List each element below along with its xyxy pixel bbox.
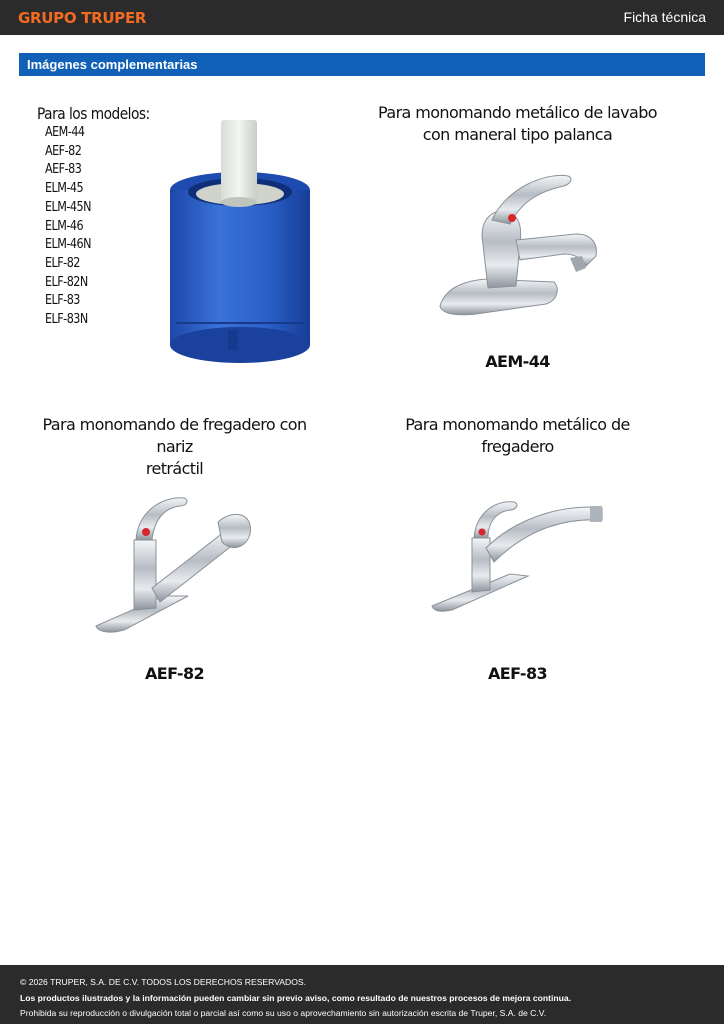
footer-notice: Los productos ilustrados y la información pueden cambiar sin previo aviso, como resultado de nuestros procesos de mejora continua. <box>20 992 572 1003</box>
models-heading: Para los modelos: <box>37 104 150 123</box>
document-type-label: Ficha técnica <box>623 9 706 25</box>
model-item: ELF-82 <box>45 255 80 271</box>
product-code-lavabo: AEM-44 <box>485 352 550 371</box>
footer-bar <box>0 965 724 1024</box>
caption-line: retráctil <box>145 459 204 478</box>
models-list <box>45 124 91 330</box>
product-code-fregadero: AEF-83 <box>487 664 548 683</box>
model-item: ELM-45 <box>45 181 84 197</box>
fregadero-faucet-photo <box>430 498 606 616</box>
caption-line: Para monomando metálico de lavabo <box>378 103 657 122</box>
top-header-bar <box>0 0 724 35</box>
product-caption-fregadero <box>370 414 665 458</box>
section-header <box>19 53 705 76</box>
model-item: AEM-44 <box>45 125 85 140</box>
retractil-faucet-photo <box>94 492 256 634</box>
brand-logo: GRUPO TRUPER <box>18 9 147 27</box>
model-item: AEF-82 <box>45 143 82 159</box>
model-item: ELF-83N <box>45 312 88 328</box>
product-code-retractil: AEF-82 <box>144 664 205 683</box>
footer-copyright: © 2026 TRUPER, S.A. DE C.V. TODOS LOS DERECHOS RESERVADOS. <box>20 977 307 987</box>
footer-prohibition: Prohibida su reproducción o divulgación total o parcial así como su uso o aprovechamiento sin autorización escrita de Truper, S.A. de C.V. <box>20 1008 547 1018</box>
caption-line: Para monomando de fregadero con nariz <box>42 415 307 456</box>
cartridge-photo <box>166 118 316 366</box>
model-item: ELM-46N <box>45 237 91 253</box>
section-title: Imágenes complementarias <box>27 57 198 72</box>
lavabo-faucet-photo <box>436 168 601 320</box>
model-item: ELF-83 <box>45 293 80 309</box>
model-item: ELF-82N <box>45 274 88 290</box>
product-caption-retractil <box>27 414 322 480</box>
model-item: ELM-46 <box>45 218 84 234</box>
model-item: AEF-83 <box>45 162 82 178</box>
model-item: ELM-45N <box>45 199 91 215</box>
caption-line: con maneral tipo palanca <box>422 125 613 144</box>
caption-line: Para monomando metálico de fregadero <box>405 415 630 456</box>
product-caption-lavabo <box>370 102 665 146</box>
